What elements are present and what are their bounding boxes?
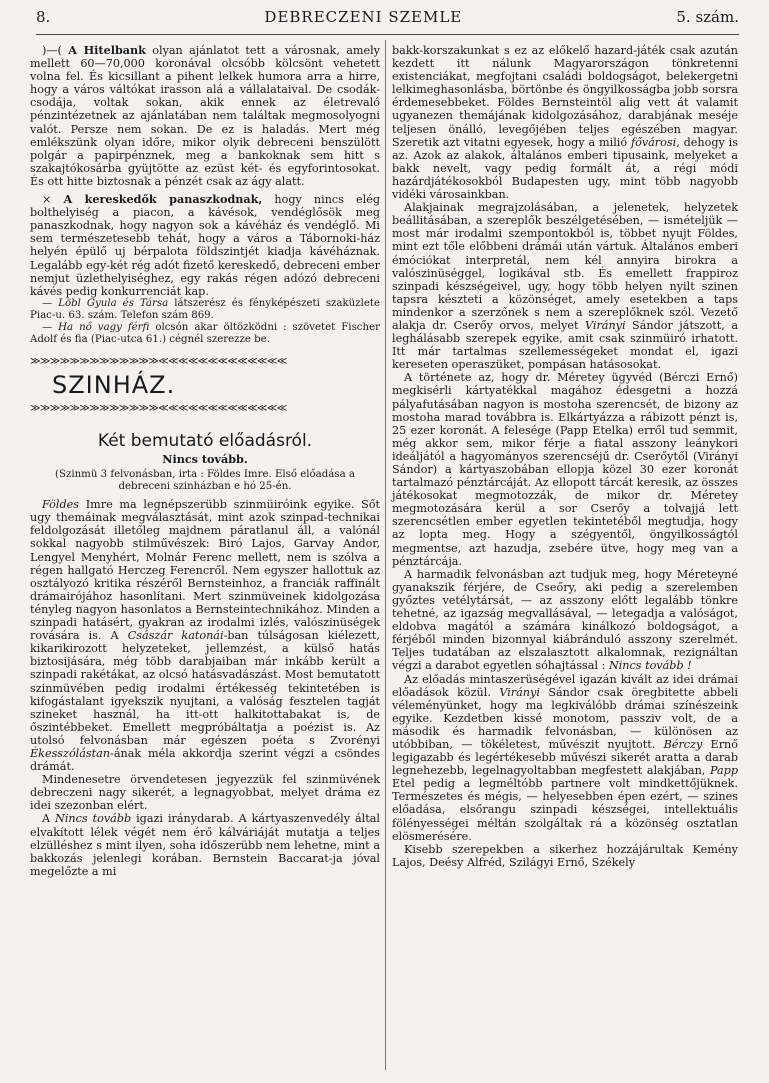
theatre-heading: SZINHÁZ.: [52, 370, 176, 399]
left-column: [30, 44, 380, 878]
review-paragraph-8: Az előadás mintaszerüségével igazán kivált az idei drámai előadások közül. Virányi Sándor csak öregbitette abbeli véleményünket, hogy ma legkiválóbb drámai színészeink egyike. Kezdetben kissé monotom, passziv volt, de a második és harmadik felvonásban, — különösen az utóbbiban, — tökéletest, művészit nyujtott. Bérczy Ernő legigazabb és legértékesebb művészi sikerét aratta a darab legnehezebb, legelnagyoltabban megfestett alakjában, Papp Etel pedig a legméltóbb partnere volt mindkettőjüknek. Természetes és mégis, — helyesebben épen ezért, — szines előadása, elsőrangu szinpadi készségei, intellektuális fölényességei méltán szolgáltak rá a közönség osztatlan elösmerésére.: [392, 672, 738, 843]
play-meta: (Szinmü 3 felvonásban, irta : Földes Imre. Első előadása a debreceni szinházban e hó 25-én.: [55, 468, 355, 492]
journal-title: DEBRECZENI SZEMLE: [264, 8, 463, 26]
ornament-border-bottom: ≫≫≫≫≫≫≫≫≫≫≫≫≫≪≪≪≪≪≪≪≪≪≪≪≪≪: [30, 403, 287, 414]
review-paragraph-4: bakk-korszakunkat s ez az előkelő hazard-játék csak azután kezdett itt nálunk Magyarországon tönkretenni existenciákat, megfojtani családi boldogságot, belekergetni lelkimeghasonlásba, börtönbe és öngyilkosságba jobb sorsra érdemesebbeket. Földes Bernsteintöl alig vett át valamit ugyanezen themájának kidolgozásához, darabjának meséje teljesen önálló, levegőjében teljes egészében magyar. Szeretik azt vitatni egyesek, hogy a milió fővárosi, dehogy is az. Azok az alakok, általános emberi tipusaink, melyeket a bakk nevelt, vagy pedig formált át, a régi módi hazárdjátékosokból Budapesten ugy, mint több nagyobb vidéki városainkban.: [392, 44, 738, 202]
review-paragraph-1: Földes Imre ma legnépszerübb szinmüiróink egyike. Sőt ugy themáinak megválasztását, mint azok szinpad-technikai feldolgozását illetőleg majdnem páratlanul áll, a valónál sokkal nagyobb stilművészek: Biró Lajos, Garvay Andor, Lengyel Menyhért, Molnár Ferenc mellett, nem is szólva a régen hallgató Herczeg Ferencről. Nem egyszer hallottuk az osztályozó kritika részéről Bernsteinhoz, a franciák raffinált drámairójához hasonlítani. Mert szinmüveinek kidolgozása tényleg nagyon hasonlatos a Bernsteintechnikához. Minden a szinpadi hatásért, gyakran az irodalmi izlés, valószinüségek rovására is. A Császár katonái-ban túlságosan kiélezett, kikarikirozott helyzeteket, jellemzést, a külső hatás biztosijására, még több darabjaiban már inkább került a szinpadi rakétákat, az olcsó hatásvadászást. Most bemutatott szinmüvében pedig irodalmi értékesség tekintetében is kifogástalant igyekszik nyujtani, a valóság fesztelen tagját szineket használ, ha itt-ott halkitottabakat is, de őszintébbeket. Emellett megpróbáltatja a poézist is. Az utolsó felvonásban már egészen poéta s Zvorényi Ékesszólástan-ának méla akkordja szerint végzi a csöndes drámát.: [30, 498, 380, 774]
ornament-border-top: ≫≫≫≫≫≫≫≫≫≫≫≫≫≪≪≪≪≪≪≪≪≪≪≪≪≪: [30, 356, 287, 367]
review-paragraph-7: A harmadik felvonásban azt tudjuk meg, hogy Méreteyné gyanakszik férjére, de Cseőry, aki pedig a szerelemben győztes vetélytársát, — az asszony előtt legalább tönkre tehetné, az igazság megvallásával, — letegadja a valóságot, eldobva magától a számára kinálkozó boldogságot, a férjéből minden bizonnyal kiábránduló asszony szerelmét. Teljes tudatában az elszalasztott alkalomnak, rezignáltan végzi a darabot egyetlen sóhajtással : Nincs tovább !: [392, 567, 738, 673]
ad-fischer: — Ha nő vagy férfi olcsón akar öltözködni : szövetet Fischer Adolf és fia (Piac-utca 61.) cégnél szerezze be.: [30, 322, 380, 346]
review-paragraph-2: Mindenesetre örvendetesen jegyezzük fel szinmüvének debreczeni nagy sikerét, a legnagyobbat, melyet dráma ez idei szezonban elért.: [30, 773, 380, 813]
ad-lobl: — Löbl Gyula és Társa látszerész és fényképészeti szaküzlete Piac-u. 63. szám. Telefon szám 869.: [30, 297, 381, 321]
news-hitelbank: )—( A Hitelbank olyan ajánlatot tett a városnak, amely mellett 60—70,000 koronával olcsóbb kölcsönt vehetett volna fel. És kicsillant a pihent lelkek humora arra a hirre, hogy a város váltókat irasson alá a vállalataival. De csodák-csodája, voltak sokan, akik ennek az életrevaló pénzintézetnek az ajánlatában nem találtak megmosolyogni valót. Persze nem sokan. De ez is haladás. Mert még emlékszünk olyan időre, mikor olyik debreceni benszülött polgár a papirpénznek, meg a bankoknak sem hitt s szakajtókosárba gyüjtötte az ezüst két- és egyforintosokat. És ott hitte biztosnak a pénzét csak az ágy alatt.: [30, 43, 380, 188]
right-column: [392, 44, 738, 869]
review-paragraph-5: Alakjainak megrajzolásában, a jelenetek, helyzetek beállitásában, a szereplők beszélgetésében, — ismételjük — most már irodalmi szempontokból is, többet nyujt Földes, mint ezt tőle előbbeni drámái után vártuk. Általános emberi émóciókat interpretál, nem kél annyira birokra a valószinüséggel, logikával stb. És emellett frappiroz szinpadi készségeivel, ugy, hogy több helyen nyilt szinen tapsra készteti a közönséget, amely esetekben a taps mindenkor a szerzőnek s nem a szereplőknek szól. Vezető alakja dr. Cserőy orvos, melyet Virányi Sándor játszott, a leghálásabb szerepek egyike, amit csak szinmüiró irhatott. Itt már tartalmas szellemességeket mondat el, igazi kereseten operaszüket, pompásan hatásosokat.: [392, 201, 738, 372]
page-header: [36, 8, 739, 35]
theatre-section-banner: [30, 357, 380, 427]
review-paragraph-9: Kisebb szerepekben a sikerhez hozzájárultak Kemény Lajos, Deésy Alfréd, Szilágyi Ernő, Székely: [392, 842, 738, 869]
review-paragraph-6: A története az, hogy dr. Méretey ügyvéd (Bérczi Ernő) megkisérli kártyatékkal magához édesgetni a hozzá pályafutásában nagyon is mostoha szerencsét, de bizony az mostoha marad továbbra is. Elkártyázza a rábizott pénzt is, 25 ezer koronát. A felesége (Papp Etelka) erről tud semmit, még akkor sem, mikor férje a fiatal asszony leánykori ideáljától a hagyományos szerencséjű dr. Cserőytől (Virányi Sándor) a kártyaszobában ellopja közel 30 ezer koronát tartalmazó pénztárcáját. Az ellopott tárcát keresik, az összes játékosokat megmotozzák, de mikor dr. Méretey megmotozására kerül a sor Cserőy a tolvajjá lett szerencsétlen ember egyetlen tekintetéből megtudja, hogy az lopta meg. Hogy a szégyentől, öngyilkosságtól megmentse, azt hazudja, zsebére ütve, hogy meg van a pénztárcája.: [392, 371, 738, 568]
review-paragraph-3: A Nincs tovább igazi iránydarab. A kártyaszenvedély által elvakított lélek végét nem érő kálváriáját mutatja a teljes elzülléshez s mint ilyen, soha időszerübb nem lehetne, mint a bakkozás jelenlegi korában. Bernstein Baccarat-ja jóval megelőzte a mi: [30, 812, 380, 878]
column-divider: [385, 40, 386, 1070]
page-number: 8.: [36, 8, 51, 26]
play-title: Nincs tovább.: [162, 451, 248, 466]
article-title: Két bemutató előadásról.: [97, 430, 313, 451]
issue-number: 5. szám.: [676, 8, 739, 26]
news-kereskedok: × A kereskedők panaszkodnak, hogy nincs elég bolthelyiség a piacon, a kávésok, vendéglősök meg panaszkodnak, hogy nagyon sok a kávéház és vendéglő. Mi sem természetesebb tehát, hogy a város a Tábornoki-ház helyén épülő uj bérpalota földszintjét kiadja kávéháznak. Legalább egy-két rég adót fizető kereskedő, debreceni ember nemjut üzlethelyiséghez, egy rakás régen adózó debreceni kávés pedig konkurrenciát kap.: [30, 192, 380, 298]
